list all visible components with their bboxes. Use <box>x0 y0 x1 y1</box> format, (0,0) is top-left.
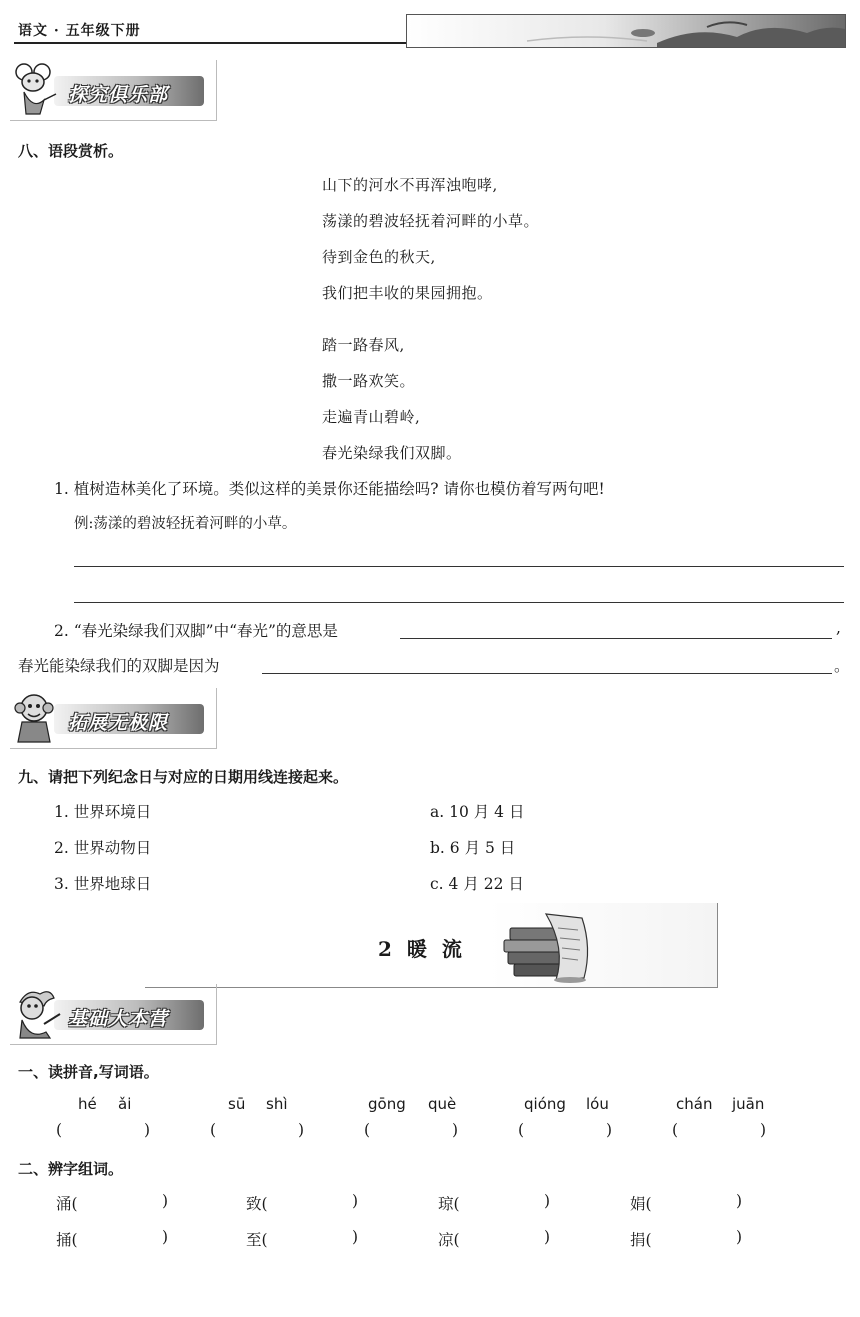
pinyin-syllable: qióng <box>524 1095 566 1113</box>
section-title-basics: 基础大本营 <box>68 1008 169 1030</box>
answer-paren-close: ) <box>760 1121 767 1139</box>
date-item[interactable]: a. 10 月 4 日 <box>430 803 525 821</box>
question-8-item-2-prompt-2: 春光能染绿我们的双脚是因为 <box>18 657 220 675</box>
poem-line: 山下的河水不再浑浊咆哮, <box>322 176 498 194</box>
question-8-item-1: 1. 植树造林美化了环境。类似这样的美景你还能描绘吗? 请你也模仿着写两句吧! <box>54 480 605 498</box>
answer-paren-close: ) <box>352 1228 359 1246</box>
header-rule <box>14 42 408 44</box>
poem-line: 走遍青山碧岭, <box>322 408 421 426</box>
answer-paren-close: ) <box>544 1192 551 1210</box>
punctuation-period: 。 <box>834 657 850 675</box>
char-compare-item[interactable]: 琼( <box>438 1195 460 1213</box>
section-badge-explore <box>10 60 206 116</box>
books-scroll-icon <box>500 908 596 984</box>
answer-paren-close: ) <box>736 1192 743 1210</box>
holiday-item[interactable]: 2. 世界动物日 <box>54 839 152 857</box>
section-badge-basics <box>10 984 206 1040</box>
pinyin-syllable: lóu <box>586 1095 609 1113</box>
dragon-mascot-icon <box>10 984 66 1040</box>
answer-paren-close: ) <box>352 1192 359 1210</box>
question-8-item-1-example: 例:荡漾的碧波轻抚着河畔的小草。 <box>74 516 297 532</box>
punctuation-comma: , <box>836 619 841 637</box>
char-compare-item[interactable]: 凉( <box>438 1231 460 1249</box>
pinyin-syllable: sū <box>228 1095 246 1113</box>
char-compare-item[interactable]: 捐( <box>630 1231 652 1249</box>
pinyin-syllable: hé <box>78 1095 97 1113</box>
poem-line: 我们把丰收的果园拥抱。 <box>322 284 493 302</box>
pinyin-syllable: shì <box>266 1095 288 1113</box>
answer-paren-close: ) <box>452 1121 459 1139</box>
holiday-item[interactable]: 1. 世界环境日 <box>54 803 152 821</box>
section-badge-expand <box>10 688 206 744</box>
poem-line: 踏一路春风, <box>322 336 405 354</box>
answer-paren-open: ( <box>210 1121 217 1139</box>
question-8-title: 八、语段赏析。 <box>18 142 124 160</box>
section-title-expand: 拓展无极限 <box>68 712 169 734</box>
question-1-title: 一、读拼音,写词语。 <box>18 1063 159 1081</box>
answer-paren-open: ( <box>518 1121 525 1139</box>
section-title-explore: 探究俱乐部 <box>68 84 169 106</box>
char-compare-item[interactable]: 涌( <box>56 1195 78 1213</box>
poem-line: 撒一路欢笑。 <box>322 372 416 390</box>
answer-line[interactable] <box>74 602 844 603</box>
pinyin-syllable: gōng <box>368 1095 406 1113</box>
mouse-mascot-icon <box>10 60 66 116</box>
question-8-item-2-prompt: 2. “春光染绿我们双脚”中“春光”的意思是 <box>54 622 338 640</box>
answer-paren-close: ) <box>162 1192 169 1210</box>
date-item[interactable]: c. 4 月 22 日 <box>430 875 524 893</box>
char-compare-item[interactable]: 娟( <box>630 1195 652 1213</box>
pinyin-syllable: juān <box>732 1095 765 1113</box>
answer-paren-open: ( <box>364 1121 371 1139</box>
pinyin-syllable: chán <box>676 1095 713 1113</box>
char-compare-item[interactable]: 致( <box>246 1195 268 1213</box>
answer-line[interactable] <box>400 638 832 639</box>
answer-paren-open: ( <box>56 1121 63 1139</box>
poem-line: 荡漾的碧波轻抚着河畔的小草。 <box>322 212 540 230</box>
header-banner-image <box>406 14 846 48</box>
answer-paren-close: ) <box>144 1121 151 1139</box>
question-9-title: 九、请把下列纪念日与对应的日期用线连接起来。 <box>18 768 349 786</box>
answer-paren-close: ) <box>162 1228 169 1246</box>
poem-line: 春光染绿我们双脚。 <box>322 444 462 462</box>
char-compare-item[interactable]: 至( <box>246 1231 268 1249</box>
holiday-item[interactable]: 3. 世界地球日 <box>54 875 152 893</box>
answer-paren-close: ) <box>606 1121 613 1139</box>
question-2-title: 二、辨字组词。 <box>18 1160 124 1178</box>
pinyin-syllable: què <box>428 1095 457 1113</box>
answer-line[interactable] <box>74 566 844 567</box>
header-title: 语文 · 五年级下册 <box>18 23 141 39</box>
answer-paren-close: ) <box>736 1228 743 1246</box>
monkey-mascot-icon <box>10 688 66 744</box>
char-compare-item[interactable]: 捅( <box>56 1231 78 1249</box>
answer-paren-close: ) <box>544 1228 551 1246</box>
poem-line: 待到金色的秋天, <box>322 248 436 266</box>
lesson-title: 2 暖 流 <box>378 937 466 961</box>
answer-paren-close: ) <box>298 1121 305 1139</box>
answer-line[interactable] <box>262 673 832 674</box>
date-item[interactable]: b. 6 月 5 日 <box>430 839 516 857</box>
pinyin-syllable: ǎi <box>118 1095 132 1113</box>
answer-paren-open: ( <box>672 1121 679 1139</box>
